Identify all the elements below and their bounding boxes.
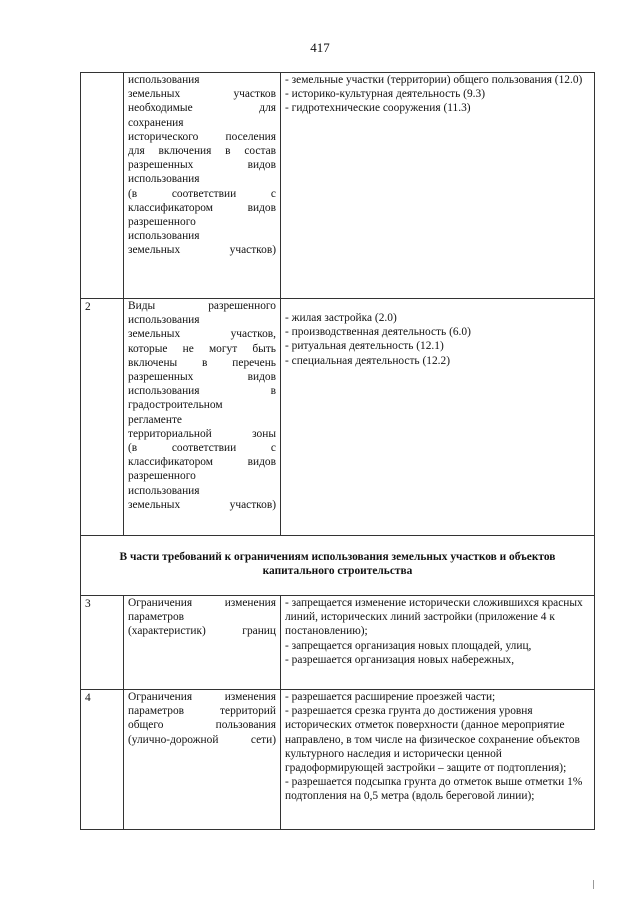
requirement-line: использования в bbox=[128, 385, 276, 398]
requirement-name bbox=[124, 596, 281, 690]
requirement-line: земельных участков) bbox=[128, 498, 276, 511]
page-number: 417 bbox=[310, 40, 330, 55]
requirement-name bbox=[124, 690, 281, 830]
value-item: - разрешается подсыпка грунта до отметок выше отметки 1% подтопления на 0,5 метра (вдоль береговой линии); bbox=[285, 776, 583, 803]
requirement-name bbox=[124, 299, 281, 536]
requirement-line: (в соответствии с bbox=[128, 442, 276, 455]
table-row bbox=[81, 596, 595, 690]
value-item: - специальная деятельность (12.2) bbox=[285, 354, 450, 367]
requirement-line: регламенте bbox=[128, 413, 182, 426]
requirement-values bbox=[281, 690, 595, 830]
value-item: - разрешается срезка грунта до достижения уровня исторических отметок поверхности (данное мероприятие направлено, в том числе на физическое сохранение объектов культурного наследия и исторически ценной градоформирующей застройки – защите от подтопления); bbox=[285, 705, 580, 775]
requirement-line: которые не могут быть bbox=[128, 342, 276, 355]
value-item: - гидротехнические сооружения (11.3) bbox=[285, 102, 471, 115]
requirement-line: земельных участков, bbox=[128, 328, 276, 341]
scan-mark bbox=[593, 880, 594, 889]
row-number: 4 bbox=[81, 690, 124, 830]
requirement-line: разрешенных видов bbox=[128, 371, 276, 384]
requirement-line: необходимые для bbox=[128, 102, 276, 115]
value-item: - ритуальная деятельность (12.1) bbox=[285, 340, 444, 353]
table-row bbox=[81, 690, 595, 830]
value-item: - земельные участки (территории) общего пользования (12.0) bbox=[285, 74, 583, 86]
requirement-line: использования bbox=[128, 173, 200, 186]
requirement-line: градостроительном bbox=[128, 399, 223, 412]
requirement-line: параметров территорий bbox=[128, 705, 276, 718]
requirement-name bbox=[124, 73, 281, 299]
value-item: - разрешается организация новых набережных, bbox=[285, 653, 515, 666]
requirement-line: использования bbox=[128, 314, 200, 327]
requirement-line: Ограничения изменения bbox=[128, 597, 276, 609]
requirement-values bbox=[281, 299, 595, 536]
regulation-table bbox=[80, 72, 595, 830]
requirement-line: использования bbox=[128, 74, 200, 86]
requirement-line: (характеристик) границ bbox=[128, 625, 276, 638]
requirement-line: использования bbox=[128, 230, 200, 243]
requirement-line: Виды разрешенного bbox=[128, 300, 276, 312]
requirement-line: территориальной зоны bbox=[128, 427, 276, 440]
requirement-line: для включения в состав bbox=[128, 145, 276, 158]
row-number: 2 bbox=[81, 299, 124, 536]
value-item: - жилая застройка (2.0) bbox=[285, 312, 397, 324]
requirement-line: (улично-дорожной сети) bbox=[128, 733, 276, 746]
requirement-line: (в соответствии с bbox=[128, 187, 276, 200]
requirement-line: Ограничения изменения bbox=[128, 691, 276, 703]
value-item: - производственная деятельность (6.0) bbox=[285, 326, 471, 339]
requirement-line: земельных участков) bbox=[128, 244, 276, 257]
requirement-line: исторического поселения bbox=[128, 130, 276, 143]
value-item: - запрещается организация новых площадей, улиц, bbox=[285, 639, 532, 652]
requirement-values bbox=[281, 596, 595, 690]
requirement-line: разрешенного bbox=[128, 470, 196, 483]
requirement-line: использования bbox=[128, 484, 200, 497]
requirement-line: земельных участков bbox=[128, 88, 276, 101]
section-row bbox=[81, 536, 595, 596]
table-row bbox=[81, 73, 595, 299]
requirement-line: классификатором видов bbox=[128, 201, 276, 214]
section-heading: В части требований к ограничениям использования земельных участков и объектов капитального строительства bbox=[81, 536, 595, 596]
value-item: - разрешается расширение проезжей части; bbox=[285, 691, 496, 703]
requirement-line: параметров bbox=[128, 611, 185, 624]
requirement-values bbox=[281, 73, 595, 299]
requirement-line: общего пользования bbox=[128, 719, 276, 732]
table-row bbox=[81, 299, 595, 536]
row-number: 3 bbox=[81, 596, 124, 690]
value-item: - историко-культурная деятельность (9.3) bbox=[285, 88, 485, 101]
row-number bbox=[81, 73, 124, 299]
requirement-line: включены в перечень bbox=[128, 356, 276, 369]
value-item: - запрещается изменение исторически сложившихся красных линий, исторических линий застройки (приложение 4 к постановлению); bbox=[285, 597, 583, 638]
requirement-line: сохранения bbox=[128, 116, 184, 129]
requirement-line: классификатором видов bbox=[128, 456, 276, 469]
requirement-line: разрешенных видов bbox=[128, 159, 276, 172]
requirement-line: разрешенного bbox=[128, 216, 196, 229]
